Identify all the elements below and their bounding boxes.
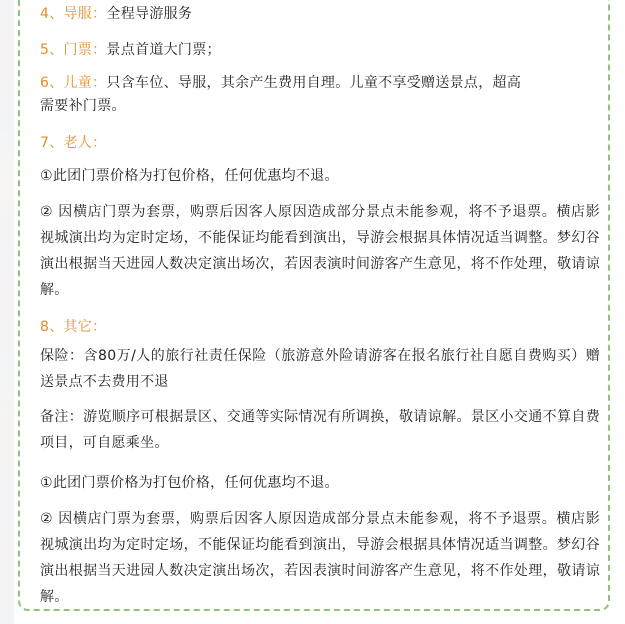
left-background-strip [0,0,14,624]
other-item [40,317,106,337]
elder-label: 7、老人： [40,135,107,151]
package-note-2: ①此团门票价格为打包价格，任何优惠均不退。 [40,475,339,491]
elder-item [40,133,106,153]
ticket-item [40,40,221,60]
child-text-continued: 需要补门票。 [40,98,126,114]
child-text: 只含车位、导服，其余产生费用自理。儿童不享受赠送景点，超高 [106,75,522,91]
guide-label: 4、导服： [40,6,107,22]
guide-item [40,4,192,24]
guide-text: 全程导游服务 [106,6,193,22]
package-note-1: ①此团门票价格为打包价格，任何优惠均不退。 [40,168,339,184]
ticket-text: 景点首道大门票； [106,42,221,58]
ticket-label: 5、门票： [40,42,107,58]
child-item [40,73,521,93]
child-label: 6、儿童： [40,75,107,91]
insurance-note: 保险：含80万/人的旅行社责任保险（旅游意外险请游客在报名旅行社自愿自费购买）赠送景点不去费用不退 [40,348,600,390]
other-label: 8、其它： [40,319,107,335]
refund-note-2: ② 因横店门票为套票，购票后因客人原因造成部分景点未能参观，将不予退票。横店影视城演出均为定时定场，不能保证均能看到演出，导游会根据具体情况适当调整。梦幻谷演出根据当天进园人数决定演出场次，若因表演时间游客产生意见，将不作处理，敬请谅解。 [40,511,600,605]
remark-note: 备注：游览顺序可根据景区、交通等实际情况有所调换，敬请谅解。景区小交通不算自费项目，可自愿乘坐。 [40,409,600,451]
refund-note-1: ② 因横店门票为套票，购票后因客人原因造成部分景点未能参观，将不予退票。横店影视城演出均为定时定场，不能保证均能看到演出，导游会根据具体情况适当调整。梦幻谷演出根据当天进园人数决定演出场次，若因表演时间游客产生意见，将不作处理，敬请谅解。 [40,204,600,298]
